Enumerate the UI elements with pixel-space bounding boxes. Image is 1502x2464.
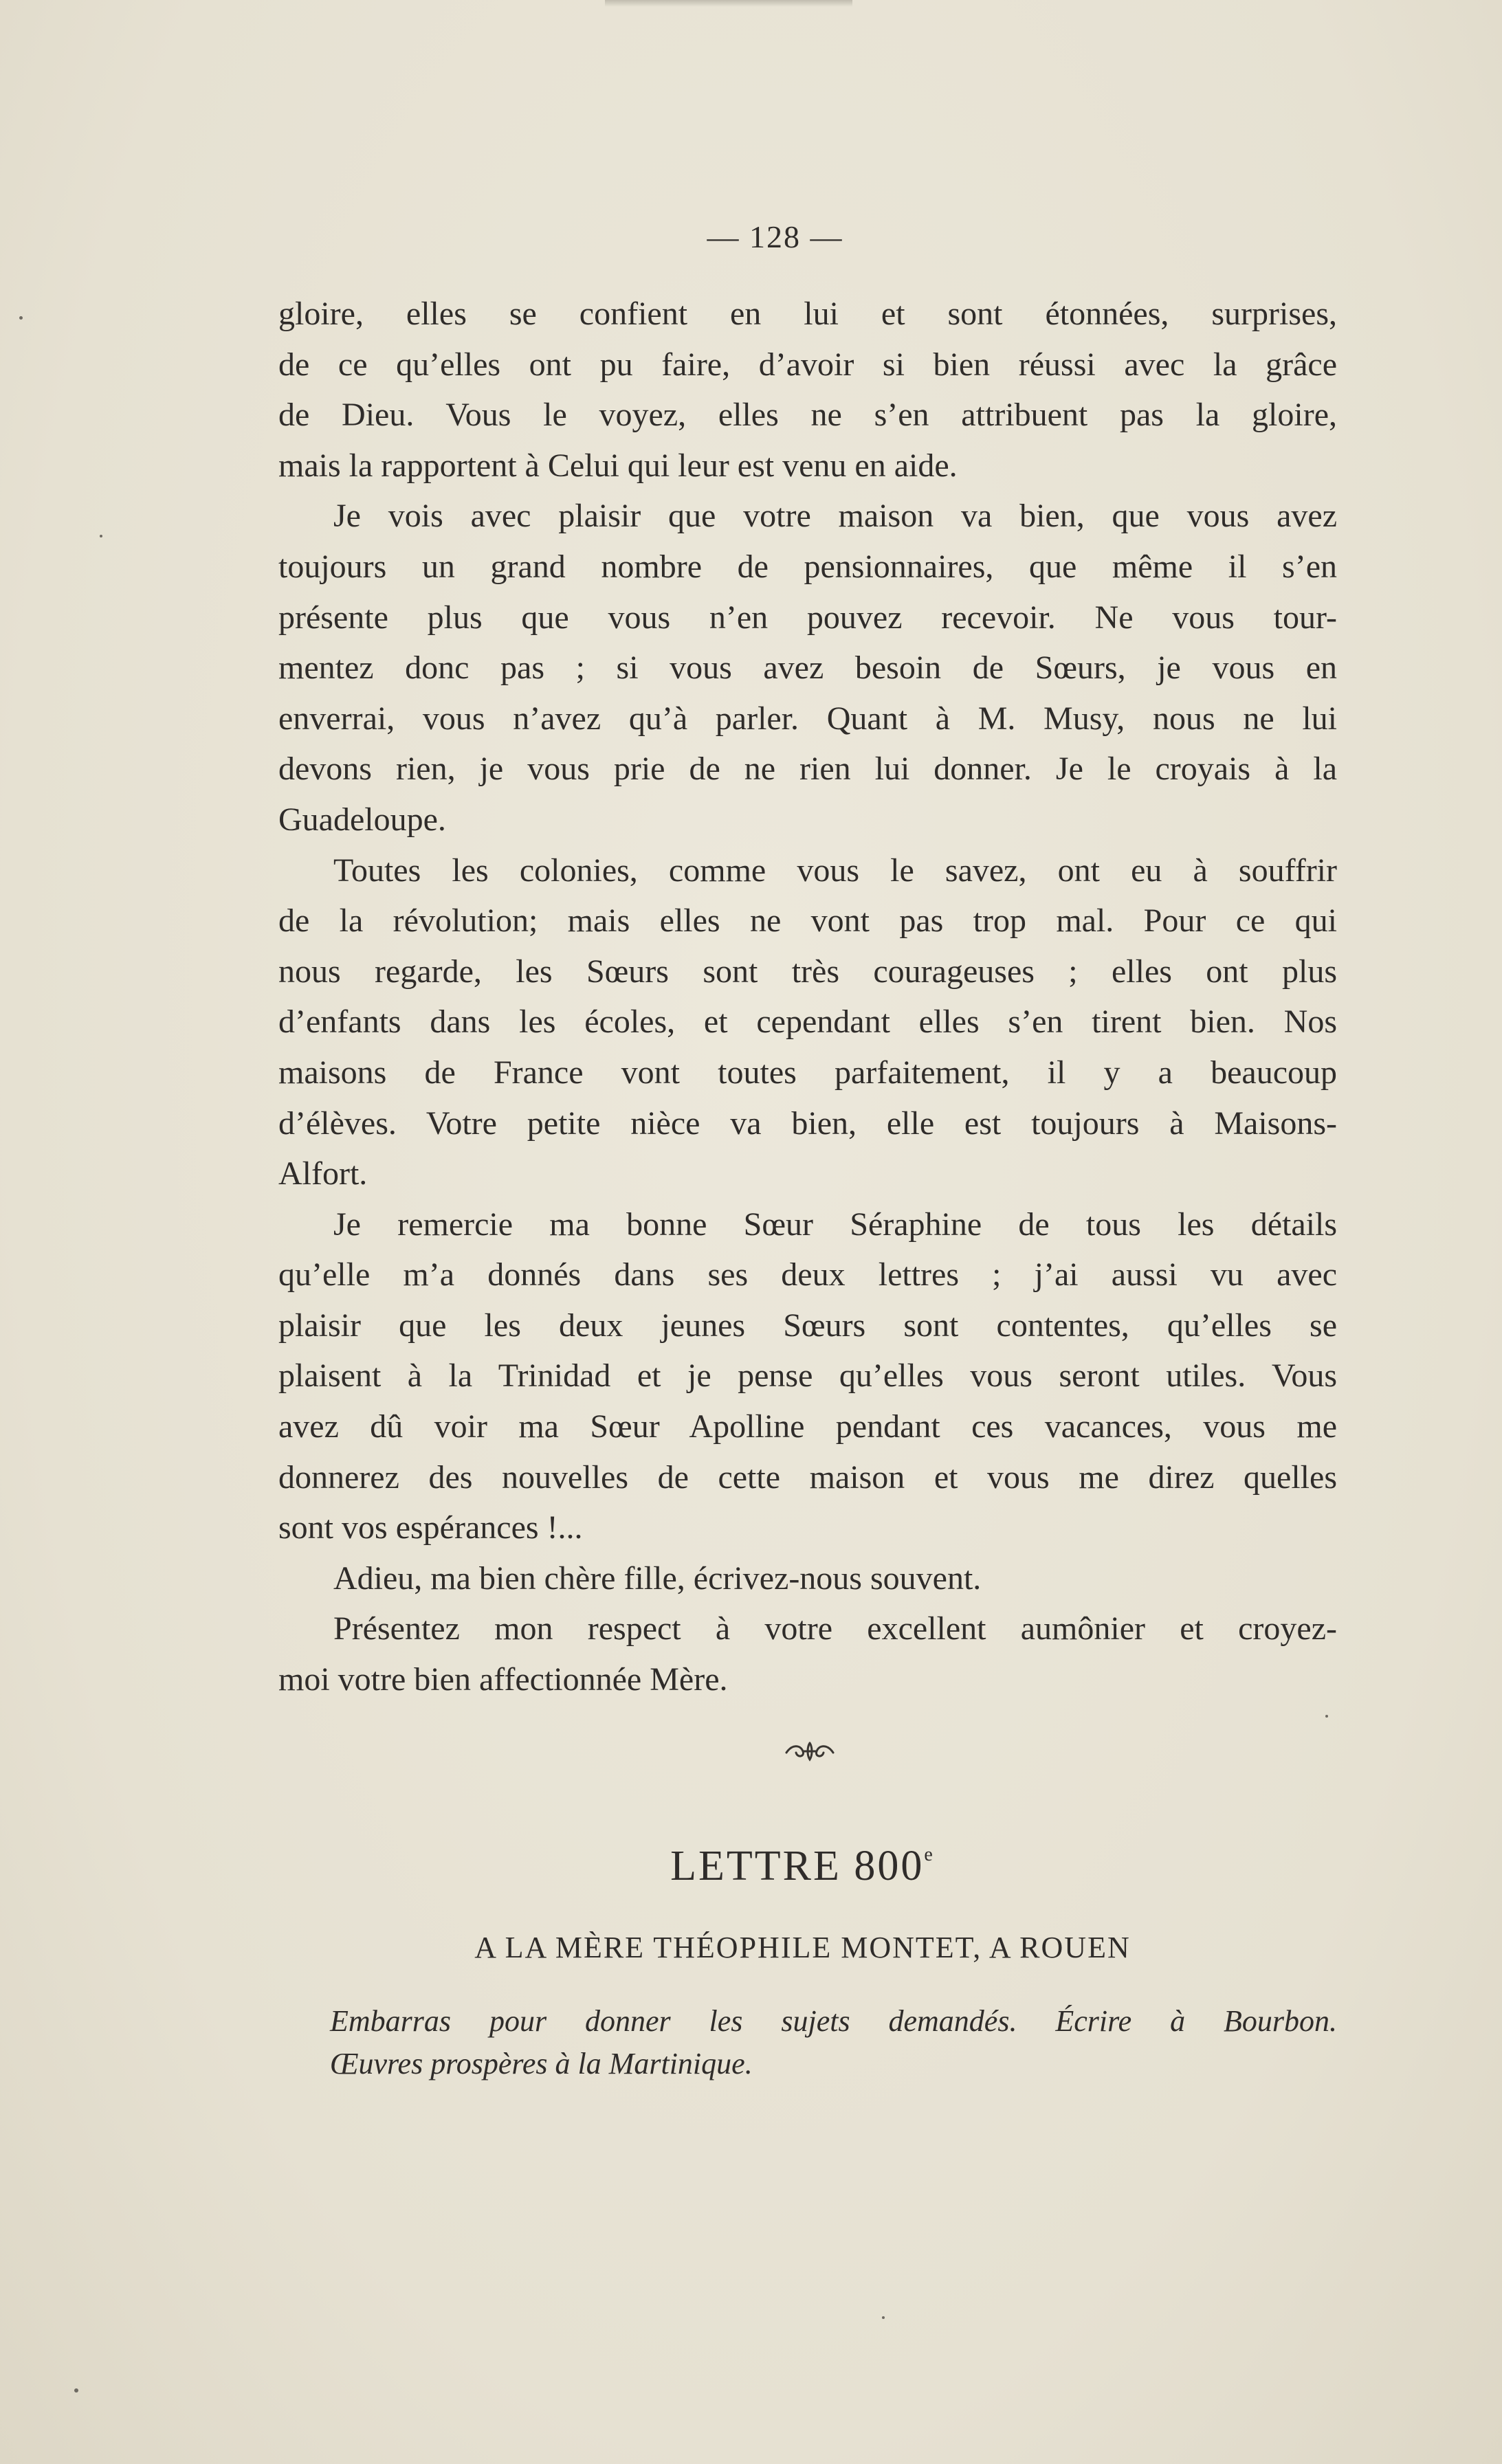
body-line: sont vos espérances !... [278, 1509, 583, 1546]
letter-title [0, 1842, 1502, 1891]
body-line: Je vois avec plaisir que votre maison va bien, que vous avez [333, 498, 1337, 535]
body-line: toujours un grand nombre de pensionnaires, que même il s’en [278, 548, 1337, 585]
body-line: Adieu, ma bien chère fille, écrivez-nous souvent. [333, 1560, 982, 1597]
body-line: devons rien, je vous prie de ne rien lui donner. Je le croyais à la [278, 751, 1337, 788]
body-line: donnerez des nouvelles de cette maison et vous me direz quelles [278, 1458, 1337, 1496]
body-line: Présentez mon respect à votre excellent aumônier et croyez- [333, 1610, 1337, 1647]
letter-title-suffix: e [924, 1844, 935, 1865]
body-line: de la révolution; mais elles ne vont pas trop mal. Pour ce qui [278, 902, 1337, 940]
body-line: gloire, elles se confient en lui et sont étonnées, surprises, [278, 296, 1337, 332]
body-line: Je remercie ma bonne Sœur Séraphine de tous les détails [333, 1206, 1337, 1243]
body-line: de ce qu’elles ont pu faire, d’avoir si bien réussi avec la grâce [278, 346, 1337, 383]
body-line: moi votre bien affectionnée Mère. [278, 1661, 728, 1698]
body-line: mais la rapportent à Celui qui leur est venu en aide. [278, 447, 958, 484]
letter-title-text: LETTRE 800 [670, 1843, 925, 1889]
body-line: nous regarde, les Sœurs sont très courageuses ; elles ont plus [278, 953, 1337, 990]
letter-body [278, 289, 1337, 1705]
paper-speck [74, 2388, 78, 2393]
paper-speck [19, 316, 23, 320]
body-line: présente plus que vous n’en pouvez recevoir. Ne vous tour- [278, 599, 1337, 636]
scan-edge-shadow [605, 0, 852, 7]
summary-line: Embarras pour donner les sujets demandés. Écrire à Bourbon. [330, 2004, 1337, 2038]
body-line: plaisir que les deux jeunes Sœurs sont contentes, qu’elles se [278, 1307, 1337, 1344]
paper-speck [1325, 1715, 1328, 1718]
body-line: Guadeloupe. [278, 801, 446, 838]
letter-recipient: A LA MÈRE THÉOPHILE MONTET, A ROUEN [474, 1931, 1131, 1964]
body-line: enverrai, vous n’avez qu’à parler. Quant à M. Musy, nous ne lui [278, 700, 1337, 737]
body-line: Alfort. [278, 1155, 368, 1192]
body-line: qu’elle m’a donnés dans ses deux lettres ; j’ai aussi vu avec [278, 1256, 1337, 1294]
body-line: d’élèves. Votre petite nièce va bien, elle est toujours à Maisons- [278, 1105, 1337, 1142]
body-line: avez dû voir ma Sœur Apolline pendant ces vacances, vous me [278, 1408, 1337, 1445]
body-line: maisons de France vont toutes parfaitement, il y a beaucoup [278, 1054, 1337, 1091]
summary-line: Œuvres prospères à la Martinique. [330, 2047, 753, 2080]
paper-speck [100, 535, 102, 537]
body-line: plaisent à la Trinidad et je pense qu’elles vous seront utiles. Vous [278, 1357, 1337, 1395]
body-line: de Dieu. Vous le voyez, elles ne s’en attribuent pas la gloire, [278, 397, 1337, 434]
body-line: d’enfants dans les écoles, et cependant elles s’en tirent bien. Nos [278, 1003, 1337, 1041]
letter-summary [330, 2000, 1337, 2085]
page-number: — 128 — [707, 219, 843, 254]
body-line: Toutes les colonies, comme vous le savez, ont eu à souffrir [333, 852, 1337, 889]
fleuron-ornament [782, 1738, 837, 1765]
body-line: mentez donc pas ; si vous avez besoin de Sœurs, je vous en [278, 650, 1337, 687]
paper-speck [882, 2316, 885, 2319]
